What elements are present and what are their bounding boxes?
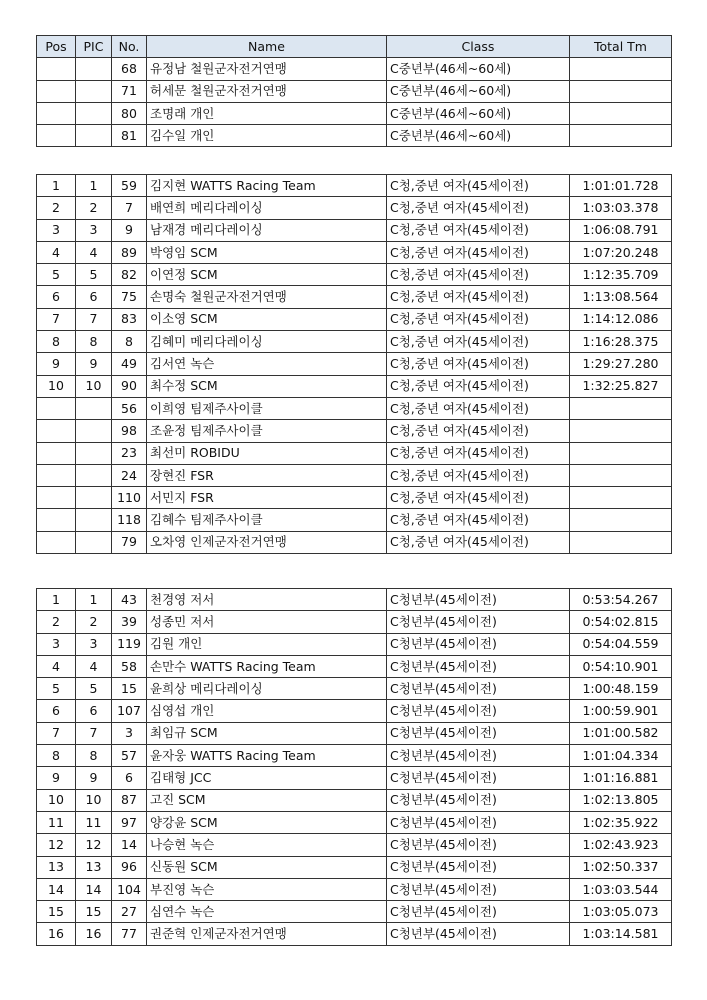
cell-pos — [37, 80, 76, 102]
cell-class: C청년부(45세이전) — [387, 878, 570, 900]
cell-number: 6 — [112, 767, 147, 789]
cell-name: 박영임 SCM — [147, 241, 387, 263]
table-row — [37, 633, 672, 655]
table-body — [37, 58, 672, 147]
cell-class: C청년부(45세이전) — [387, 901, 570, 923]
results-table-middle-age — [36, 35, 672, 147]
table-header-row — [37, 36, 672, 58]
cell-pos: 5 — [37, 678, 76, 700]
header-total-time: Total Tm — [570, 36, 672, 58]
cell-class: C청,중년 여자(45세이전) — [387, 353, 570, 375]
cell-name: 최선미 ROBIDU — [147, 442, 387, 464]
table-row — [37, 219, 672, 241]
cell-pic: 9 — [76, 353, 112, 375]
table-row — [37, 397, 672, 419]
cell-pic: 1 — [76, 589, 112, 611]
cell-pos: 3 — [37, 633, 76, 655]
cell-total-time: 1:07:20.248 — [570, 241, 672, 263]
cell-pos: 8 — [37, 745, 76, 767]
cell-pic — [76, 420, 112, 442]
table-row — [37, 308, 672, 330]
cell-total-time: 0:53:54.267 — [570, 589, 672, 611]
table-body — [37, 175, 672, 554]
cell-number: 8 — [112, 331, 147, 353]
cell-class: C청년부(45세이전) — [387, 678, 570, 700]
cell-class: C청년부(45세이전) — [387, 655, 570, 677]
cell-number: 79 — [112, 531, 147, 553]
cell-pos: 2 — [37, 197, 76, 219]
cell-number: 7 — [112, 197, 147, 219]
cell-name: 이희영 팀제주사이클 — [147, 397, 387, 419]
cell-number: 9 — [112, 219, 147, 241]
cell-total-time — [570, 58, 672, 80]
cell-number: 15 — [112, 678, 147, 700]
cell-total-time: 1:01:00.582 — [570, 722, 672, 744]
cell-number: 118 — [112, 509, 147, 531]
cell-pos: 16 — [37, 923, 76, 945]
cell-name: 부진영 녹슨 — [147, 878, 387, 900]
cell-pic — [76, 397, 112, 419]
cell-class: C중년부(46세~60세) — [387, 58, 570, 80]
cell-class: C청,중년 여자(45세이전) — [387, 509, 570, 531]
cell-pic — [76, 442, 112, 464]
cell-total-time — [570, 420, 672, 442]
table-row — [37, 531, 672, 553]
cell-number: 57 — [112, 745, 147, 767]
cell-name: 윤희상 메리다레이싱 — [147, 678, 387, 700]
cell-pic: 12 — [76, 834, 112, 856]
cell-pic: 10 — [76, 375, 112, 397]
cell-pos: 14 — [37, 878, 76, 900]
cell-number: 43 — [112, 589, 147, 611]
cell-number: 71 — [112, 80, 147, 102]
cell-pos: 5 — [37, 264, 76, 286]
cell-class: C청,중년 여자(45세이전) — [387, 175, 570, 197]
cell-pos — [37, 464, 76, 486]
cell-pos: 9 — [37, 353, 76, 375]
cell-pic: 14 — [76, 878, 112, 900]
cell-number: 56 — [112, 397, 147, 419]
cell-name: 권준혁 인제군자전거연맹 — [147, 923, 387, 945]
cell-pos: 13 — [37, 856, 76, 878]
cell-name: 김혜수 팀제주사이클 — [147, 509, 387, 531]
cell-number: 119 — [112, 633, 147, 655]
cell-number: 3 — [112, 722, 147, 744]
cell-number: 90 — [112, 375, 147, 397]
cell-name: 성종민 저서 — [147, 611, 387, 633]
cell-pos: 4 — [37, 655, 76, 677]
cell-number: 98 — [112, 420, 147, 442]
cell-pos: 1 — [37, 175, 76, 197]
cell-number: 107 — [112, 700, 147, 722]
cell-pos — [37, 487, 76, 509]
cell-total-time: 0:54:10.901 — [570, 655, 672, 677]
table-body — [37, 589, 672, 946]
table-row — [37, 901, 672, 923]
cell-pic: 10 — [76, 789, 112, 811]
table-row — [37, 509, 672, 531]
cell-name: 허세문 철원군자전거연맹 — [147, 80, 387, 102]
cell-pic: 9 — [76, 767, 112, 789]
cell-number: 77 — [112, 923, 147, 945]
cell-name: 이연정 SCM — [147, 264, 387, 286]
cell-pic — [76, 509, 112, 531]
cell-class: C청,중년 여자(45세이전) — [387, 464, 570, 486]
table-row — [37, 375, 672, 397]
cell-name: 손명숙 철원군자전거연맹 — [147, 286, 387, 308]
cell-total-time: 1:16:28.375 — [570, 331, 672, 353]
cell-class: C청,중년 여자(45세이전) — [387, 331, 570, 353]
table-row — [37, 611, 672, 633]
cell-total-time: 1:00:59.901 — [570, 700, 672, 722]
cell-pic: 15 — [76, 901, 112, 923]
cell-total-time — [570, 509, 672, 531]
cell-class: C청년부(45세이전) — [387, 745, 570, 767]
cell-total-time: 1:02:43.923 — [570, 834, 672, 856]
cell-total-time: 1:02:13.805 — [570, 789, 672, 811]
cell-pos — [37, 397, 76, 419]
table-row — [37, 102, 672, 124]
cell-pos: 1 — [37, 589, 76, 611]
cell-name: 나승현 녹슨 — [147, 834, 387, 856]
cell-total-time: 1:29:27.280 — [570, 353, 672, 375]
cell-pic: 7 — [76, 722, 112, 744]
cell-name: 이소영 SCM — [147, 308, 387, 330]
cell-pic — [76, 487, 112, 509]
cell-pic: 6 — [76, 700, 112, 722]
header-pic: PIC — [76, 36, 112, 58]
cell-name: 김수일 개인 — [147, 125, 387, 147]
cell-class: C청년부(45세이전) — [387, 611, 570, 633]
table-row — [37, 834, 672, 856]
table-row — [37, 745, 672, 767]
cell-pos: 7 — [37, 722, 76, 744]
cell-name: 천경영 저서 — [147, 589, 387, 611]
cell-pic — [76, 125, 112, 147]
header-pos: Pos — [37, 36, 76, 58]
table-row — [37, 58, 672, 80]
header-name: Name — [147, 36, 387, 58]
cell-number: 89 — [112, 241, 147, 263]
cell-class: C청년부(45세이전) — [387, 811, 570, 833]
cell-total-time — [570, 442, 672, 464]
cell-pic — [76, 531, 112, 553]
cell-name: 고진 SCM — [147, 789, 387, 811]
cell-name: 김혜미 메리다레이싱 — [147, 331, 387, 353]
cell-pos: 12 — [37, 834, 76, 856]
cell-class: C청년부(45세이전) — [387, 700, 570, 722]
cell-class: C청년부(45세이전) — [387, 923, 570, 945]
cell-pos — [37, 442, 76, 464]
cell-class: C청년부(45세이전) — [387, 722, 570, 744]
cell-total-time: 0:54:02.815 — [570, 611, 672, 633]
cell-total-time: 1:01:04.334 — [570, 745, 672, 767]
cell-class: C청,중년 여자(45세이전) — [387, 397, 570, 419]
cell-pos: 3 — [37, 219, 76, 241]
cell-name: 조명래 개인 — [147, 102, 387, 124]
cell-number: 24 — [112, 464, 147, 486]
cell-pic: 16 — [76, 923, 112, 945]
cell-pic: 6 — [76, 286, 112, 308]
cell-pic: 5 — [76, 678, 112, 700]
table-row — [37, 241, 672, 263]
table-row — [37, 442, 672, 464]
cell-name: 서민지 FSR — [147, 487, 387, 509]
table-row — [37, 464, 672, 486]
cell-number: 83 — [112, 308, 147, 330]
cell-class: C중년부(46세~60세) — [387, 80, 570, 102]
cell-name: 남재경 메리다레이싱 — [147, 219, 387, 241]
cell-number: 58 — [112, 655, 147, 677]
cell-total-time: 1:03:05.073 — [570, 901, 672, 923]
cell-number: 39 — [112, 611, 147, 633]
table-row — [37, 878, 672, 900]
cell-total-time: 1:03:03.544 — [570, 878, 672, 900]
cell-total-time: 1:13:08.564 — [570, 286, 672, 308]
cell-pic: 4 — [76, 241, 112, 263]
cell-number: 14 — [112, 834, 147, 856]
cell-pic: 8 — [76, 331, 112, 353]
cell-pos: 11 — [37, 811, 76, 833]
cell-class: C청,중년 여자(45세이전) — [387, 308, 570, 330]
cell-name: 윤자웅 WATTS Racing Team — [147, 745, 387, 767]
cell-total-time — [570, 487, 672, 509]
cell-pos: 7 — [37, 308, 76, 330]
cell-pos: 10 — [37, 789, 76, 811]
cell-number: 96 — [112, 856, 147, 878]
cell-pos: 9 — [37, 767, 76, 789]
cell-total-time: 1:06:08.791 — [570, 219, 672, 241]
cell-name: 양강윤 SCM — [147, 811, 387, 833]
cell-total-time: 1:32:25.827 — [570, 375, 672, 397]
cell-pos — [37, 58, 76, 80]
cell-pic: 8 — [76, 745, 112, 767]
cell-class: C청,중년 여자(45세이전) — [387, 241, 570, 263]
cell-pic — [76, 80, 112, 102]
cell-number: 68 — [112, 58, 147, 80]
table-row — [37, 678, 672, 700]
cell-pic: 3 — [76, 633, 112, 655]
cell-name: 오차영 인제군자전거연맹 — [147, 531, 387, 553]
cell-number: 81 — [112, 125, 147, 147]
cell-total-time — [570, 397, 672, 419]
table-row — [37, 856, 672, 878]
table-row — [37, 789, 672, 811]
cell-pos: 8 — [37, 331, 76, 353]
cell-class: C중년부(46세~60세) — [387, 102, 570, 124]
table-row — [37, 767, 672, 789]
results-table-youth — [36, 588, 672, 946]
cell-name: 배연희 메리다레이싱 — [147, 197, 387, 219]
cell-name: 신동원 SCM — [147, 856, 387, 878]
table-row — [37, 811, 672, 833]
cell-pic: 3 — [76, 219, 112, 241]
cell-pic: 4 — [76, 655, 112, 677]
cell-class: C청년부(45세이전) — [387, 589, 570, 611]
cell-number: 97 — [112, 811, 147, 833]
cell-pos — [37, 125, 76, 147]
cell-name: 최임규 SCM — [147, 722, 387, 744]
table-row — [37, 655, 672, 677]
cell-pic: 11 — [76, 811, 112, 833]
cell-total-time: 0:54:04.559 — [570, 633, 672, 655]
table-row — [37, 80, 672, 102]
cell-total-time — [570, 80, 672, 102]
cell-class: C청년부(45세이전) — [387, 633, 570, 655]
cell-pic — [76, 464, 112, 486]
cell-pos — [37, 531, 76, 553]
cell-number: 82 — [112, 264, 147, 286]
cell-pic: 5 — [76, 264, 112, 286]
cell-class: C청,중년 여자(45세이전) — [387, 487, 570, 509]
results-table-women — [36, 174, 672, 554]
cell-number: 75 — [112, 286, 147, 308]
cell-class: C청년부(45세이전) — [387, 834, 570, 856]
cell-total-time: 1:03:03.378 — [570, 197, 672, 219]
cell-class: C청,중년 여자(45세이전) — [387, 531, 570, 553]
table-row — [37, 700, 672, 722]
cell-class: C청년부(45세이전) — [387, 789, 570, 811]
cell-total-time — [570, 464, 672, 486]
cell-pic: 2 — [76, 611, 112, 633]
cell-total-time: 1:02:35.922 — [570, 811, 672, 833]
cell-pos: 2 — [37, 611, 76, 633]
cell-pic: 2 — [76, 197, 112, 219]
cell-total-time: 1:12:35.709 — [570, 264, 672, 286]
cell-pic — [76, 58, 112, 80]
cell-pos: 10 — [37, 375, 76, 397]
cell-name: 장현진 FSR — [147, 464, 387, 486]
cell-number: 27 — [112, 901, 147, 923]
table-row — [37, 589, 672, 611]
cell-number: 49 — [112, 353, 147, 375]
cell-class: C청,중년 여자(45세이전) — [387, 197, 570, 219]
cell-name: 김지현 WATTS Racing Team — [147, 175, 387, 197]
cell-class: C청년부(45세이전) — [387, 767, 570, 789]
cell-total-time: 1:00:48.159 — [570, 678, 672, 700]
cell-name: 심영섭 개인 — [147, 700, 387, 722]
cell-pic: 1 — [76, 175, 112, 197]
cell-pic: 7 — [76, 308, 112, 330]
cell-name: 심연수 녹슨 — [147, 901, 387, 923]
cell-class: C청,중년 여자(45세이전) — [387, 264, 570, 286]
cell-number: 23 — [112, 442, 147, 464]
table-row — [37, 331, 672, 353]
cell-name: 조윤정 팀제주사이클 — [147, 420, 387, 442]
header-class: Class — [387, 36, 570, 58]
table-row — [37, 923, 672, 945]
cell-total-time — [570, 531, 672, 553]
cell-pos — [37, 420, 76, 442]
cell-total-time: 1:01:16.881 — [570, 767, 672, 789]
cell-pos — [37, 509, 76, 531]
cell-pic: 13 — [76, 856, 112, 878]
header-no: No. — [112, 36, 147, 58]
cell-name: 최수정 SCM — [147, 375, 387, 397]
cell-total-time — [570, 125, 672, 147]
cell-class: C청년부(45세이전) — [387, 856, 570, 878]
cell-name: 김서연 녹슨 — [147, 353, 387, 375]
cell-total-time: 1:01:01.728 — [570, 175, 672, 197]
cell-total-time — [570, 102, 672, 124]
table-row — [37, 175, 672, 197]
table-row — [37, 125, 672, 147]
cell-number: 59 — [112, 175, 147, 197]
cell-pos: 15 — [37, 901, 76, 923]
cell-pos: 6 — [37, 700, 76, 722]
cell-class: C청,중년 여자(45세이전) — [387, 286, 570, 308]
table-row — [37, 722, 672, 744]
cell-name: 김원 개인 — [147, 633, 387, 655]
table-row — [37, 420, 672, 442]
cell-class: C청,중년 여자(45세이전) — [387, 420, 570, 442]
cell-total-time: 1:02:50.337 — [570, 856, 672, 878]
cell-class: C청,중년 여자(45세이전) — [387, 219, 570, 241]
cell-name: 김태형 JCC — [147, 767, 387, 789]
cell-number: 104 — [112, 878, 147, 900]
cell-pic — [76, 102, 112, 124]
cell-pos — [37, 102, 76, 124]
table-row — [37, 487, 672, 509]
cell-number: 87 — [112, 789, 147, 811]
cell-total-time: 1:14:12.086 — [570, 308, 672, 330]
cell-pos: 6 — [37, 286, 76, 308]
cell-class: C중년부(46세~60세) — [387, 125, 570, 147]
cell-number: 110 — [112, 487, 147, 509]
cell-name: 손만수 WATTS Racing Team — [147, 655, 387, 677]
cell-name: 유정남 철원군자전거연맹 — [147, 58, 387, 80]
cell-pos: 4 — [37, 241, 76, 263]
cell-class: C청,중년 여자(45세이전) — [387, 375, 570, 397]
table-row — [37, 286, 672, 308]
cell-class: C청,중년 여자(45세이전) — [387, 442, 570, 464]
table-row — [37, 197, 672, 219]
table-row — [37, 264, 672, 286]
cell-number: 80 — [112, 102, 147, 124]
table-row — [37, 353, 672, 375]
cell-total-time: 1:03:14.581 — [570, 923, 672, 945]
